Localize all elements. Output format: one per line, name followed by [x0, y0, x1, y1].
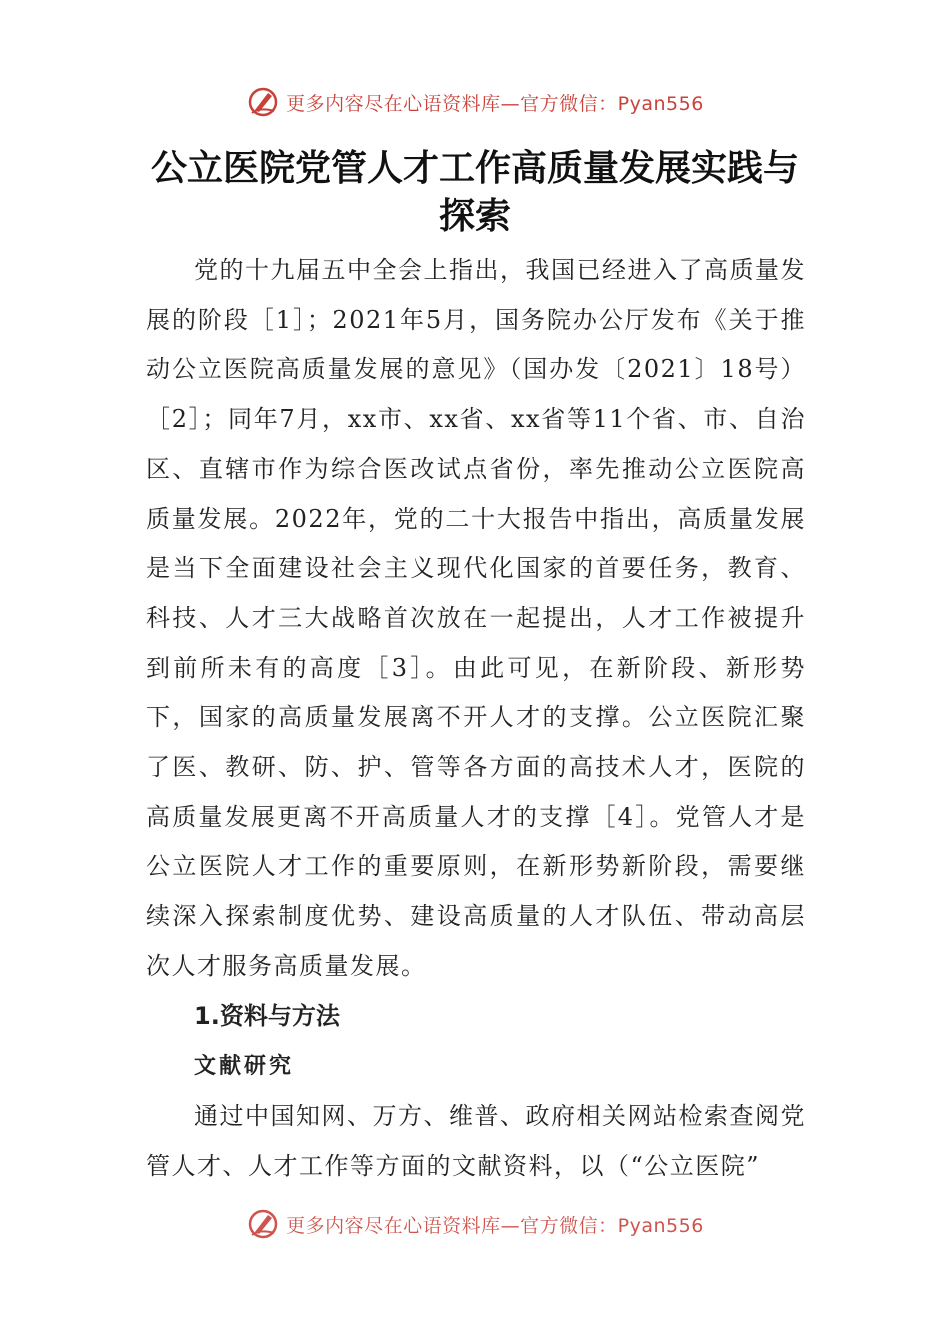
methods-paragraph: 通过中国知网、万方、维普、政府相关网站检索查阅党管人才、人才工作等方面的文献资料，以（“公立医院” [146, 1102, 806, 1180]
watermark-footer [0, 1204, 950, 1244]
section-heading: 1.资料与方法 [194, 1002, 340, 1030]
watermark-text: 更多内容尽在心语资料库—官方微信：Pyan556 [286, 1214, 704, 1237]
watermark-header [0, 82, 950, 122]
watermark-logo-icon [246, 1207, 280, 1241]
watermark-logo-icon [246, 85, 280, 119]
subsection-heading: 文献研究 [194, 1053, 295, 1079]
intro-paragraph: 党的十九届五中全会上指出，我国已经进入了高质量发展的阶段［1］；2021年5月，国务院办公厅发布《关于推动公立医院高质量发展的意见》（国办发〔2021〕18号）［2］；同年7月，xx市、xx省、xx省等11个省、市、自治区、直辖市作为综合医改试点省份，率先推动公立医院高质量发展。2022年，党的二十大报告中指出，高质量发展是当下全面建设社会主义现代化国家的首要任务，教育、科技、人才三大战略首次放在一起提出，人才工作被提升到前所未有的高度［3］。由此可见，在新阶段、新形势下，国家的高质量发展离不开人才的支撑。公立医院汇聚了医、教研、防、护、管等各方面的高技术人才，医院的高质量发展更离不开高质量人才的支撑［4］。党管人才是公立医院人才工作的重要原则，在新形势新阶段，需要继续深入探索制度优势、建设高质量的人才队伍、带动高层次人才服务高质量发展。 [146, 256, 806, 980]
watermark-text: 更多内容尽在心语资料库—官方微信：Pyan556 [286, 92, 704, 115]
document-title: 公立医院党管人才工作高质量发展实践与探索 [150, 147, 799, 237]
